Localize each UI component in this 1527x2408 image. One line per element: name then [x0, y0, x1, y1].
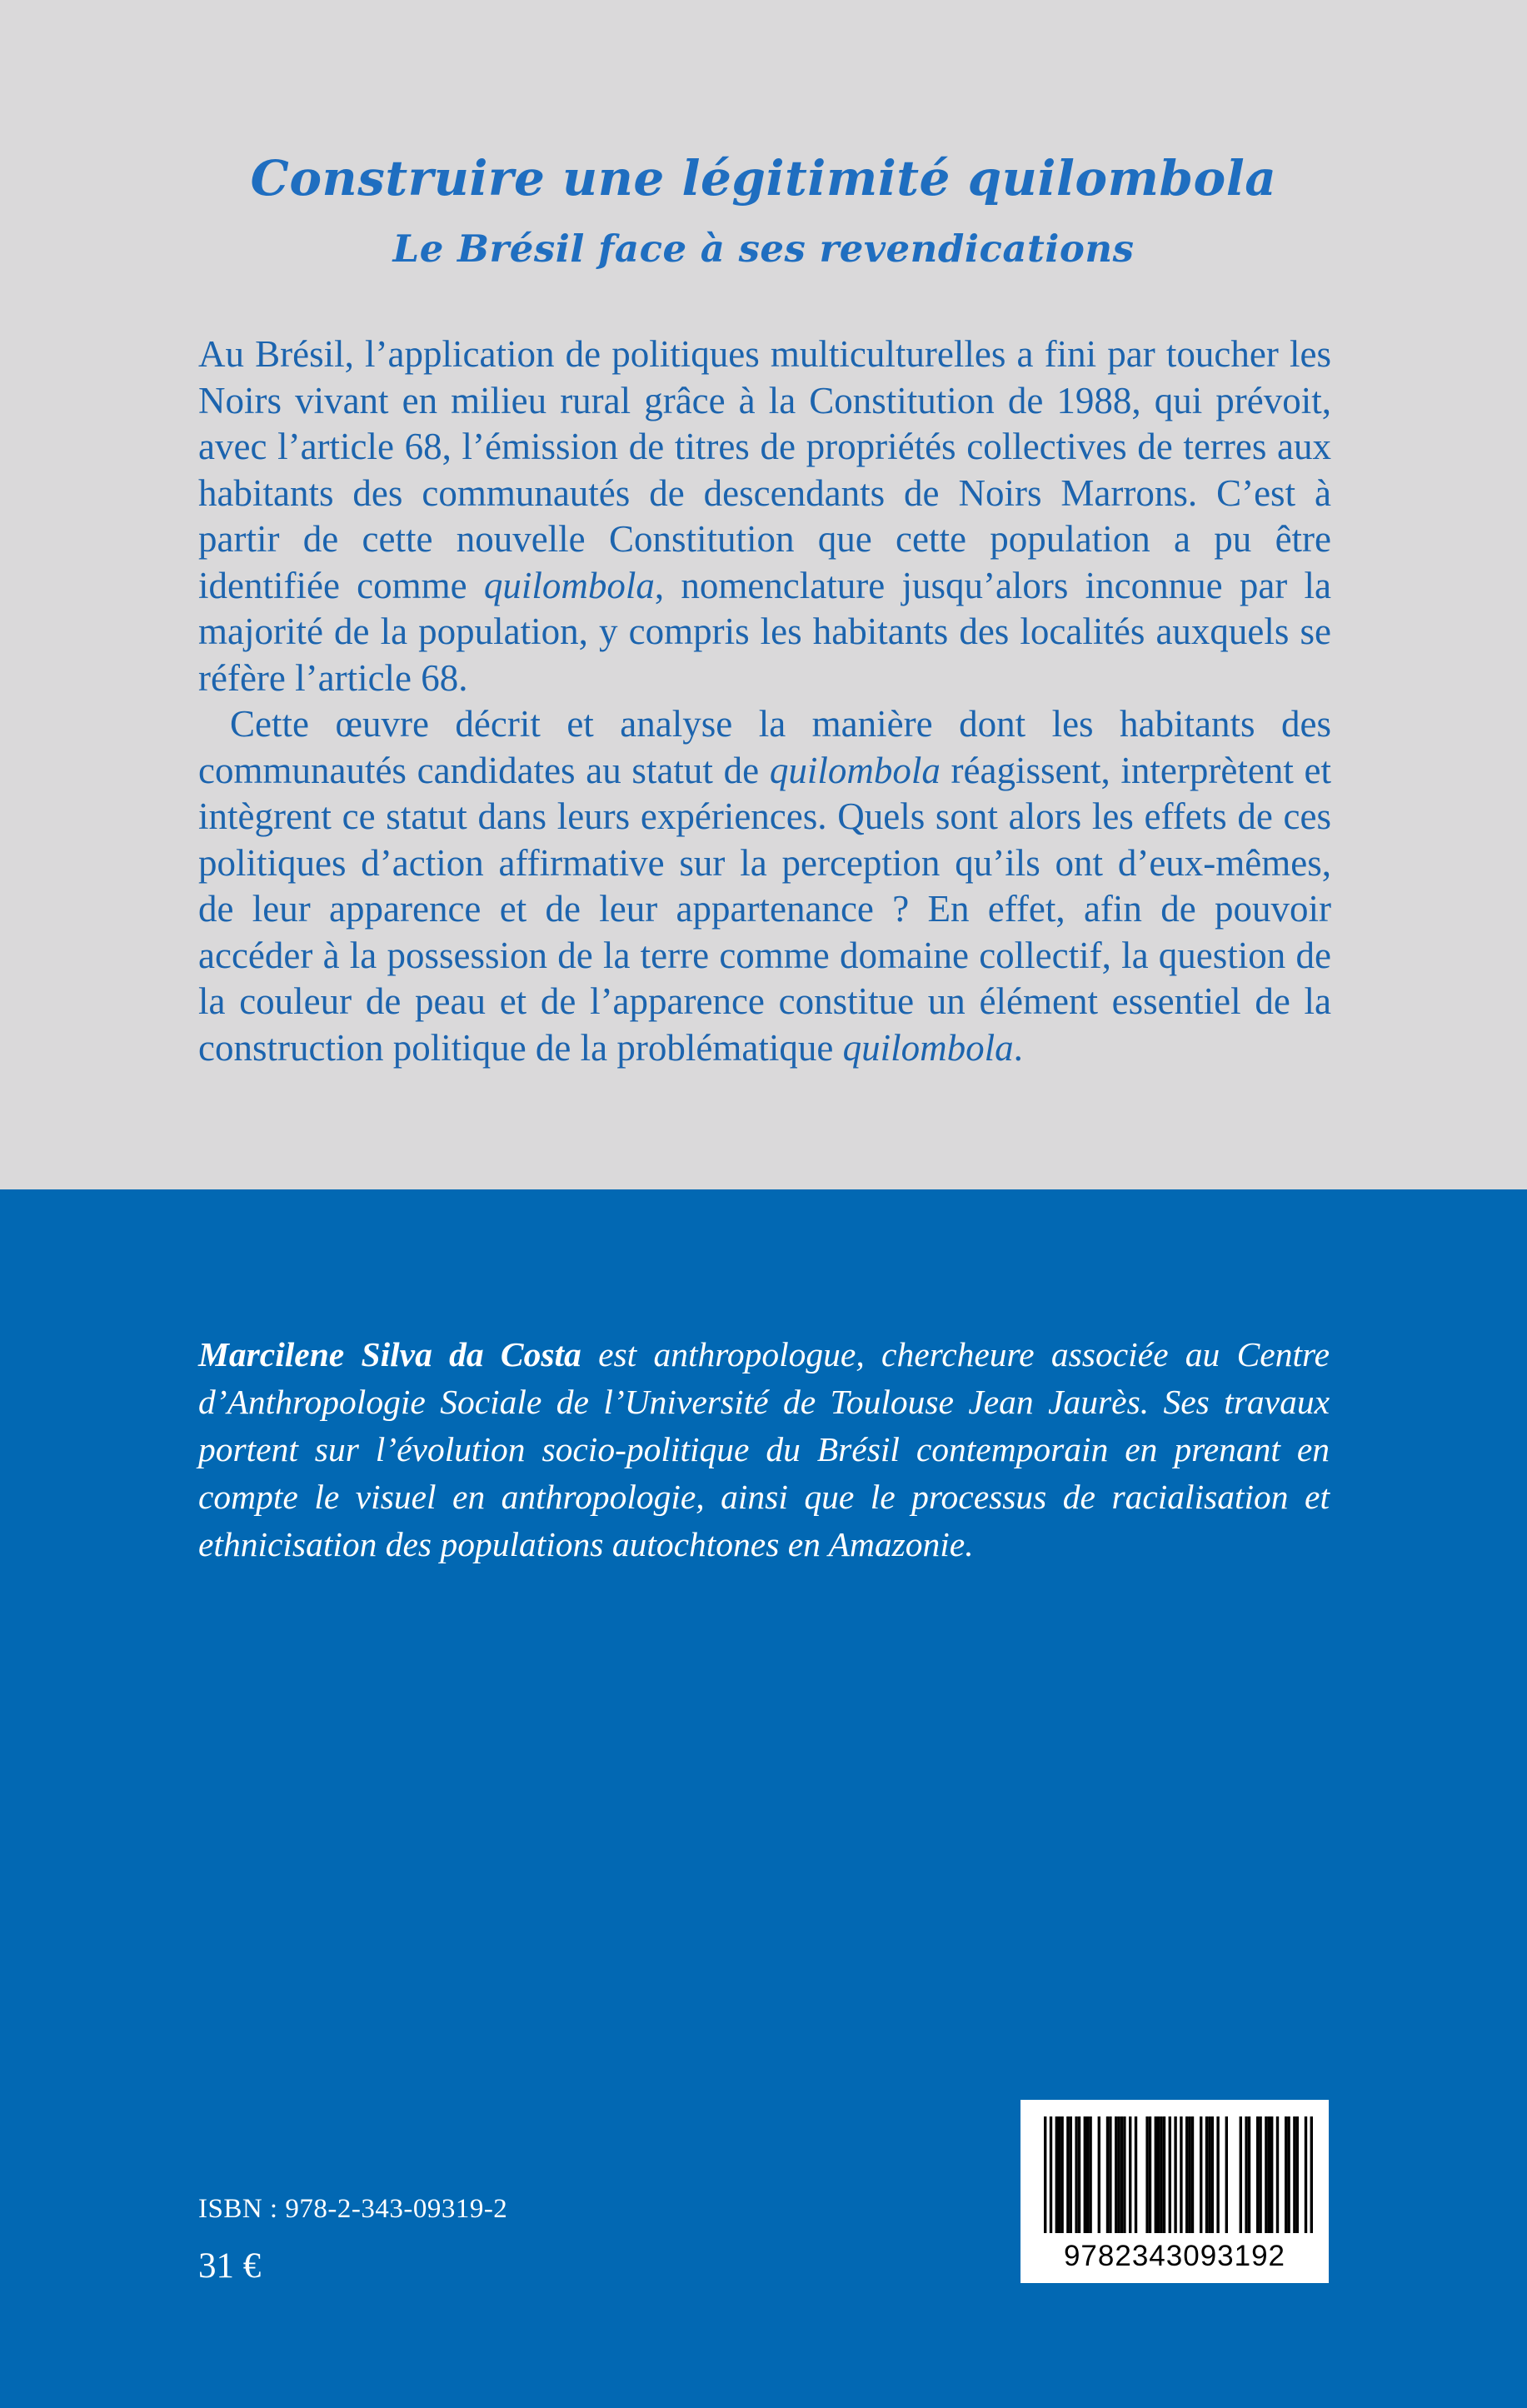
- summary-text: [198, 332, 1331, 1071]
- barcode-bar: [1293, 2116, 1295, 2233]
- barcode-bar: [1185, 2116, 1188, 2233]
- barcode-bar: [1296, 2116, 1299, 2233]
- book-subtitle: Le Brésil face à ses revendications: [392, 227, 1135, 271]
- barcode-bar: [1310, 2116, 1313, 2233]
- barcode-bar: [1123, 2116, 1125, 2233]
- barcode-bar: [1078, 2116, 1080, 2233]
- barcode-bar: [1129, 2116, 1131, 2233]
- barcode-bar: [1248, 2116, 1250, 2233]
- author-bio-text: est anthropologue, chercheure associée au Centre d’Anthropologie Sociale de l’Université de Toulouse Jean Jaurès. Ses travaux portent sur l’évolution socio-politique du Brésil contemporain en prenant en compte le visuel en anthropologie, ainsi que le processus de racialisation et ethnicisation des populations autochtones en Amazonie.: [198, 1335, 1330, 1563]
- barcode-bar: [1050, 2116, 1052, 2233]
- barcode-bar: [1205, 2116, 1208, 2233]
- barcode-bar: [1169, 2116, 1171, 2233]
- barcode-bar: [1208, 2116, 1210, 2233]
- summary-paragraph-1: [198, 332, 1331, 701]
- barcode-bar: [1106, 2116, 1109, 2233]
- barcode-bar: [1070, 2116, 1072, 2233]
- italic-term: quilombola: [842, 1026, 1014, 1069]
- text-run: Au Brésil, l’application de politiques multiculturelles a fini par toucher les Noirs vivant en milieu rural grâce à la Constitution de 1988, qui prévoit, avec l’article 68, l’émission de titres de propriétés collectives de terres aux habitants des communautés de descendants de Noirs Marrons. C’est à partir de cette nouvelle Constitution que cette population a pu être identifiée comme: [198, 333, 1331, 606]
- barcode-bar: [1066, 2116, 1069, 2233]
- italic-term: quilombola: [769, 749, 941, 791]
- barcode: [1020, 2100, 1329, 2283]
- author-name: Marcilene Silva da Costa: [198, 1335, 581, 1374]
- barcode-bar: [1149, 2116, 1151, 2233]
- barcode-bar: [1145, 2116, 1148, 2233]
- barcode-bar: [1098, 2116, 1100, 2233]
- barcode-bar: [1259, 2116, 1261, 2233]
- text-run: Cette œuvre décrit et analyse la manière dont les habitants des communautés candidates au statut de: [198, 703, 1331, 791]
- barcode-bar: [1084, 2116, 1086, 2233]
- barcode-bar: [1188, 2116, 1190, 2233]
- italic-term: quilombola: [483, 564, 655, 606]
- barcode-bar: [1135, 2116, 1137, 2233]
- barcode-bar: [1200, 2116, 1202, 2233]
- barcode-bar: [1058, 2116, 1060, 2233]
- text-run: , nomenclature jusqu’alors inconnue par la majorité de la population, y compris les habitants des localités auxquels se réfère l’article 68.: [198, 564, 1331, 699]
- barcode-bar: [1157, 2116, 1160, 2233]
- barcode-bar: [1155, 2116, 1157, 2233]
- barcode-bar: [1305, 2116, 1307, 2233]
- barcode-bar: [1109, 2116, 1111, 2233]
- barcode-bar: [1160, 2116, 1162, 2233]
- barcode-digits: 9782343093192: [1063, 2240, 1286, 2272]
- barcode-bar: [1276, 2116, 1279, 2233]
- barcode-bar: [1225, 2116, 1228, 2233]
- barcode-bar: [1270, 2116, 1273, 2233]
- barcode-bar: [1285, 2116, 1287, 2233]
- book-title: Construire une légitimité quilombola: [250, 150, 1277, 207]
- barcode-bar: [1245, 2116, 1247, 2233]
- barcode-bar: [1174, 2116, 1176, 2233]
- summary-paragraph-2: [198, 701, 1331, 1071]
- barcode-bar: [1211, 2116, 1214, 2233]
- barcode-bar: [1191, 2116, 1194, 2233]
- barcode-bar: [1180, 2116, 1182, 2233]
- barcode-bar: [1086, 2116, 1089, 2233]
- barcode-bar: [1089, 2116, 1091, 2233]
- text-run: .: [1013, 1026, 1023, 1069]
- barcode-bar: [1075, 2116, 1077, 2233]
- barcode-bar: [1256, 2116, 1259, 2233]
- barcode-bar: [1216, 2116, 1219, 2233]
- barcode-bar: [1044, 2116, 1046, 2233]
- barcode-bar: [1163, 2116, 1165, 2233]
- text-run: réagissent, interprètent et intègrent ce statut dans leurs expériences. Quels sont alors les effets de ces politiques d’action affirmative sur la perception qu’ils ont d’eux-mêmes, de leur apparence et de leur appartenance ? En effet, afin de pouvoir accéder à la possession de la terre comme domaine collectif, la question de la couleur de peau et de l’apparence constitue un élément essentiel de la construction politique de la problématique: [198, 749, 1331, 1069]
- barcode-bar: [1060, 2116, 1063, 2233]
- author-bio: [198, 1331, 1330, 1568]
- barcode-bar: [1117, 2116, 1120, 2233]
- barcode-bar: [1055, 2116, 1058, 2233]
- barcode-bar: [1265, 2116, 1267, 2233]
- barcode-bar: [1115, 2116, 1117, 2233]
- barcode-bar: [1268, 2116, 1270, 2233]
- barcode-bar: [1287, 2116, 1290, 2233]
- price-label: 31 €: [198, 2246, 262, 2286]
- barcode-bar: [1240, 2116, 1242, 2233]
- isbn-label: ISBN : 978-2-343-09319-2: [198, 2194, 508, 2224]
- barcode-bar: [1120, 2116, 1123, 2233]
